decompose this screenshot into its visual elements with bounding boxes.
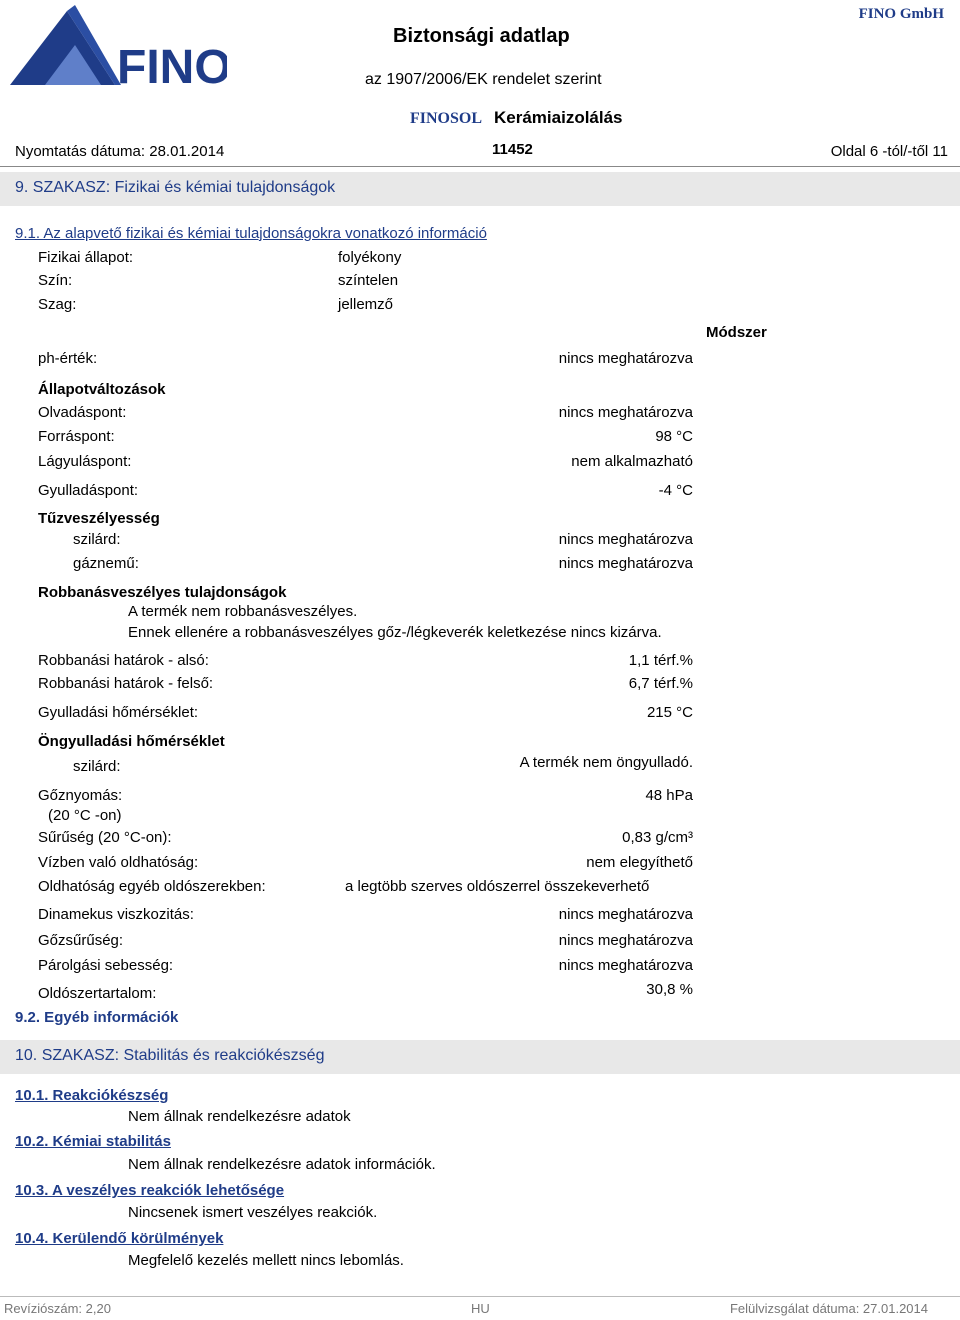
upper-limit-label: Robbanási határok - felső:: [38, 675, 214, 692]
explosive-label: Robbanásveszélyes tulajdonságok: [38, 584, 287, 601]
viscosity-label: Dinamekus viszkozitás:: [38, 906, 194, 923]
section-10-header: [0, 1040, 960, 1074]
odor-label: Szag:: [38, 296, 77, 313]
revision-number: Revíziószám: 2,20: [4, 1301, 111, 1316]
boiling-value: 98 °C: [655, 428, 693, 445]
subsection-10-3-text: Nincsenek ismert veszélyes reakciók.: [128, 1204, 378, 1221]
softening-label: Lágyuláspont:: [38, 453, 132, 470]
flash-value: -4 °C: [658, 482, 693, 499]
section-9-title: 9. SZAKASZ: Fizikai és kémiai tulajdonságok: [15, 179, 336, 196]
explosive-text-1: A termék nem robbanásveszélyes.: [128, 603, 358, 620]
density-value: 0,83 g/cm³: [622, 829, 693, 846]
physical-state-value: folyékony: [338, 249, 402, 266]
section-9-header: [0, 172, 960, 206]
subsection-10-3-title: 10.3. A veszélyes reakciók lehetősége: [15, 1182, 285, 1199]
solid-label: szilárd:: [73, 531, 121, 548]
softening-value: nem alkalmazható: [571, 453, 693, 470]
review-date: Felülvizsgálat dátuma: 27.01.2014: [729, 1301, 928, 1316]
company-name: FINO GmbH: [858, 6, 944, 22]
subsection-10-2-text: Nem állnak rendelkezésre adatok információk.: [128, 1156, 436, 1173]
flash-label: Gyulladáspont:: [38, 482, 139, 499]
physical-state-label: Fizikai állapot:: [38, 249, 134, 266]
subsection-10-4-title: 10.4. Kerülendő körülmények: [15, 1230, 224, 1247]
ignition-temp-value: 215 °C: [646, 704, 693, 721]
method-header: Módszer: [706, 324, 767, 341]
solid-value: nincs meghatározva: [558, 531, 693, 548]
state-changes-label: Állapotváltozások: [38, 381, 166, 398]
product-name: Kerámiaizolálás: [494, 108, 623, 127]
vapor-pressure-label: Gőznyomás:: [38, 787, 123, 804]
solvent-value: 30,8 %: [646, 981, 693, 998]
explosive-text-2: Ennek ellenére a robbanásveszélyes gőz-/légkeverék keletkezése nincs kizárva.: [128, 624, 662, 641]
self-ignition-solid-value: A termék nem öngyulladó.: [519, 754, 693, 771]
vapor-density-label: Gőzsűrűség:: [38, 932, 124, 949]
ph-label: ph-érték:: [38, 350, 98, 367]
gas-value: nincs meghatározva: [558, 555, 693, 572]
subsection-10-4-text: Megfelelő kezelés mellett nincs lebomlás.: [128, 1252, 404, 1269]
vapor-density-value: nincs meghatározva: [558, 932, 693, 949]
other-solubility-value: a legtöbb szerves oldószerrel összekeverhető: [345, 878, 650, 895]
doc-title: Biztonsági adatlap: [393, 25, 570, 47]
lower-limit-value: 1,1 térf.%: [628, 652, 693, 669]
language-code: HU: [471, 1301, 490, 1316]
subsection-10-1-title: 10.1. Reakciókészség: [15, 1087, 169, 1104]
regulation: az 1907/2006/EK rendelet szerint: [365, 71, 602, 88]
boiling-label: Forráspont:: [38, 428, 115, 445]
subsection-10-2-title: 10.2. Kémiai stabilitás: [15, 1133, 171, 1150]
water-solubility-label: Vízben való oldhatóság:: [38, 854, 199, 871]
density-label: Sűrűség (20 °C-on):: [38, 829, 172, 846]
color-label: Szín:: [38, 272, 73, 289]
gas-label: gáznemű:: [73, 555, 139, 572]
ignition-temp-label: Gyulladási hőmérséklet:: [38, 704, 199, 721]
melting-value: nincs meghatározva: [558, 404, 693, 421]
page-number: Oldal 6 -tól/-től 11: [830, 143, 948, 160]
subsection-9-2-title: 9.2. Egyéb információk: [15, 1009, 179, 1026]
upper-limit-value: 6,7 térf.%: [628, 675, 693, 692]
color-value: színtelen: [338, 272, 399, 289]
self-ignition-label: Öngyulladási hőmérséklet: [38, 733, 225, 750]
fire-hazard-label: Tűzveszélyesség: [38, 510, 160, 527]
evaporation-value: nincs meghatározva: [558, 957, 693, 974]
product-code: 11452: [492, 141, 533, 158]
fino-logo: [5, 3, 227, 85]
melting-label: Olvadáspont:: [38, 404, 127, 421]
solvent-label: Oldószertartalom:: [38, 985, 157, 1002]
brand-name: FINOSOL: [410, 110, 483, 127]
other-solubility-label: Oldhatóság egyéb oldószerekben:: [38, 878, 266, 895]
water-solubility-value: nem elegyíthető: [586, 854, 693, 871]
subsection-9-1-title: 9.1. Az alapvető fizikai és kémiai tulajdonságokra vonatkozó információ: [15, 225, 487, 242]
section-10-title: 10. SZAKASZ: Stabilitás és reakciókészség: [15, 1047, 325, 1064]
viscosity-value: nincs meghatározva: [558, 906, 693, 923]
evaporation-label: Párolgási sebesség:: [38, 957, 174, 974]
vapor-pressure-condition: (20 °C -on): [48, 807, 122, 824]
ph-value: nincs meghatározva: [558, 350, 693, 367]
vapor-pressure-value: 48 hPa: [645, 787, 693, 804]
lower-limit-label: Robbanási határok - alsó:: [38, 652, 209, 669]
self-ignition-solid-label: szilárd:: [73, 758, 121, 775]
print-date: Nyomtatás dátuma: 28.01.2014: [15, 143, 225, 160]
logo-text: FINO: [117, 41, 227, 85]
subsection-10-1-text: Nem állnak rendelkezésre adatok: [128, 1108, 351, 1125]
header-divider: [0, 166, 960, 167]
odor-value: jellemző: [338, 296, 394, 313]
footer-divider: [0, 1296, 960, 1297]
